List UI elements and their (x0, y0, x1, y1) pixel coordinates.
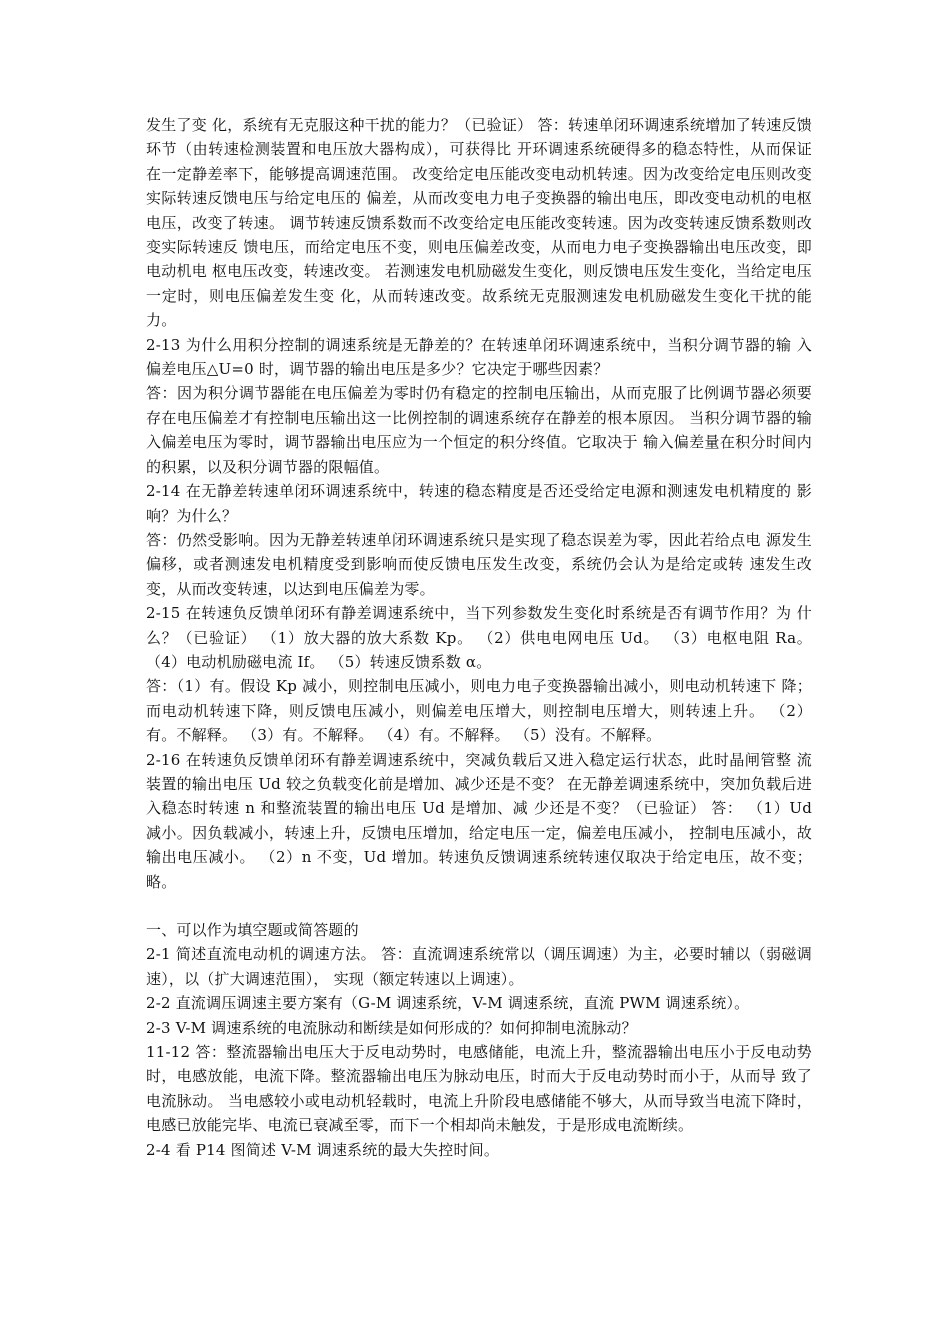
section-heading: 一、可以作为填空题或简答题的 (146, 921, 359, 939)
answer-2-14: 答：仍然受影响。因为无静差转速单闭环调速系统只是实现了稳态误差为零，因此若给点电 源发生偏移，或者测速发电机精度受到影响而使反馈电压发生改变，系统仍会认为是给定或转 速发生改变，从而改变转速，以达到电压偏差为零。 (146, 530, 812, 598)
question-2-13: 2-13 为什么用积分控制的调速系统是无静差的？在转速单闭环调速系统中，当积分调节器的输 入偏差电压△U=0 时，调节器的输出电压是多少？它决定于哪些因素？ (146, 335, 812, 379)
document-page (146, 113, 812, 1162)
question-answer-2-16: 2-16 在转速负反馈单闭环有静差调速系统中，突减负载后又进入稳定运行状态，此时晶闸管整 流装置的输出电压 Ud 较之负载变化前是增加、减少还是不变？ 在无静差调速系统中，突加负载后进入稳态时转速 n 和整流装置的输出电压 Ud 是增加、减 少还是不变？（已验证） 答： （1）Ud 减小。因负载减小，转速上升，反馈电压增加，给定电压一定，偏差电压减小， 控制电压减小，故输出电压减小。 （2）n 不变，Ud 增加。转速负反馈调速系统转速仅取决于给定电压，故不变；略。 (146, 750, 812, 891)
question-2-14: 2-14 在无静差转速单闭环调速系统中，转速的稳态精度是否还受给定电源和测速发电机精度的 影响？为什么？ (146, 482, 812, 525)
question-answer-2-2: 2-2 直流调压调速主要方案有（G-M 调速系统，V-M 调速系统，直流 PWM 调速系统）。 (146, 994, 750, 1013)
question-answer-2-1: 2-1 简述直流电动机的调速方法。 答：直流调速系统常以（调压调速）为主，必要时辅以（弱磁调速），以（扩大调速范围）， 实现（额定转速以上调速）。 (146, 945, 812, 988)
section-gap (146, 894, 812, 918)
question-2-4: 2-4 看 P14 图简述 V-M 调速系统的最大失控时间。 (146, 1140, 500, 1159)
question-2-3: 2-3 V-M 调速系统的电流脉动和断续是如何形成的？如何抑制电流脉动？ (146, 1018, 637, 1037)
answer-2-15: 答：（1）有。假设 Kp 减小，则控制电压减小，则电力电子变换器输出减小，则电动机转速下 降；而电动机转速下降，则反馈电压减小，则偏差电压增大，则控制电压增大，则转速上升。 （2）有。不解释。 （3）有。不解释。 （4）有。不解释。 （5）没有。不解释。 (146, 677, 812, 745)
question-2-15: 2-15 在转速负反馈单闭环有静差调速系统中，当下列参数发生变化时系统是否有调节作用？为 什么？（已验证） （1）放大器的放大系数 Kp。 （2）供电电网电压 Ud。 （3）电枢电阻 Ra。 （4）电动机励磁电流 If。 （5）转速反馈系数 α。 (146, 604, 812, 671)
paragraph-continuation-answer: 发生了变 化，系统有无克服这种干扰的能力？（已验证） 答：转速单闭环调速系统增加了转速反馈环节（由转速检测装置和电压放大器构成），可获得比 开环调速系统硬得多的稳态特性，从而保证在一定静差率下，能够提高调速范围。 改变给定电压能改变电动机转速。因为改变给定电压则改变实际转速反馈电压与给定电压的 偏差，从而改变电力电子变换器的输出电压，即改变电动机的电枢电压，改变了转速。 调节转速反馈系数而不改变给定电压能改变转速。因为改变转速反馈系数则改变实际转速反 馈电压，而给定电压不变，则电压偏差改变，从而电力电子变换器输出电压改变，即电动机电 枢电压改变，转速改变。 若测速发电机励磁发生变化，则反馈电压发生变化，当给定电压一定时，则电压偏差发生变 化，从而转速改变。故系统无克服测速发电机励磁发生变化干扰的能力。 (146, 116, 812, 330)
answer-11-12: 11-12 答：整流器输出电压大于反电动势时，电感储能，电流上升，整流器输出电压小于反电动势 时，电感放能，电流下降。整流器输出电压为脉动电压，时而大于反电动势时而小于，从而导 致了电流脉动。 当电感较小或电动机轻载时，电流上升阶段电感储能不够大，从而导致当电流下降时， 电感已放能完毕、电流已衰减至零，而下一个相却尚未触发，于是形成电流断续。 (146, 1043, 812, 1135)
answer-2-13: 答：因为积分调节器能在电压偏差为零时仍有稳定的控制电压输出，从而克服了比例调节器必须要存在电压偏差才有控制电压输出这一比例控制的调速系统存在静差的根本原因。 当积分调节器的输入偏差电压为零时，调节器输出电压应为一个恒定的积分终值。它取决于 输入偏差量在积分时间内的积累，以及积分调节器的限幅值。 (146, 384, 812, 476)
